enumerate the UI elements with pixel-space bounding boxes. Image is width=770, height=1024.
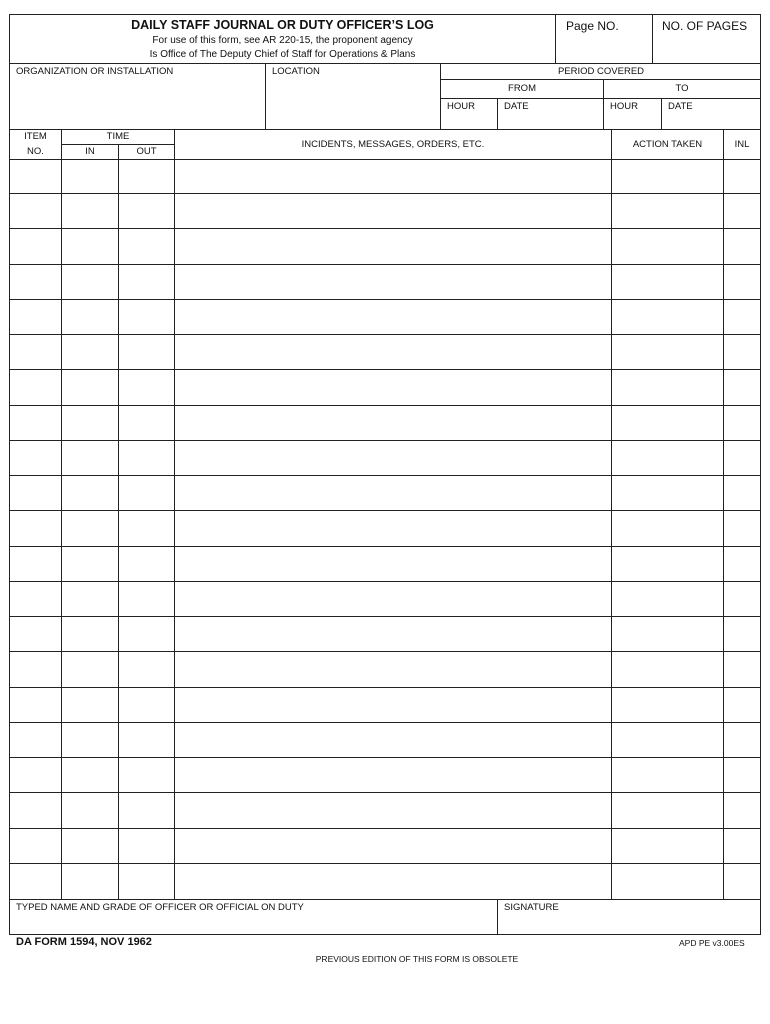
action-taken-cell[interactable] bbox=[612, 370, 723, 405]
time-out-cell[interactable] bbox=[119, 617, 174, 652]
item-number-cell[interactable] bbox=[10, 652, 61, 687]
incident-cell[interactable] bbox=[175, 265, 611, 300]
inl-cell[interactable] bbox=[724, 229, 760, 264]
inl-cell[interactable] bbox=[724, 864, 760, 899]
inl-cell[interactable] bbox=[724, 511, 760, 546]
time-in-cell[interactable] bbox=[62, 688, 118, 723]
incident-cell[interactable] bbox=[175, 547, 611, 582]
item-number-cell[interactable] bbox=[10, 370, 61, 405]
time-in-cell[interactable] bbox=[62, 864, 118, 899]
time-out-cell[interactable] bbox=[119, 511, 174, 546]
time-in-cell[interactable] bbox=[62, 793, 118, 828]
inl-cell[interactable] bbox=[724, 652, 760, 687]
organization-field[interactable] bbox=[10, 64, 265, 129]
action-taken-cell[interactable] bbox=[612, 406, 723, 441]
time-out-cell[interactable] bbox=[119, 829, 174, 864]
form-title: DAILY STAFF JOURNAL OR DUTY OFFICER’S LOG bbox=[131, 18, 434, 32]
time-in-cell[interactable] bbox=[62, 652, 118, 687]
action-taken-cell[interactable] bbox=[612, 547, 723, 582]
action-taken-cell[interactable] bbox=[612, 265, 723, 300]
inl-cell[interactable] bbox=[724, 829, 760, 864]
item-number-cell[interactable] bbox=[10, 547, 61, 582]
time-out-cell[interactable] bbox=[119, 194, 174, 229]
item-number-cell[interactable] bbox=[10, 688, 61, 723]
action-taken-cell[interactable] bbox=[612, 793, 723, 828]
action-taken-cell[interactable] bbox=[612, 511, 723, 546]
inl-cell[interactable] bbox=[724, 159, 760, 194]
time-out-cell[interactable] bbox=[119, 159, 174, 194]
time-in-cell[interactable] bbox=[62, 194, 118, 229]
to-date-label: DATE bbox=[668, 101, 693, 112]
time-out-cell[interactable] bbox=[119, 406, 174, 441]
inl-cell[interactable] bbox=[724, 547, 760, 582]
incident-cell[interactable] bbox=[175, 476, 611, 511]
time-header: TIME bbox=[106, 131, 130, 142]
to-date-field[interactable] bbox=[662, 99, 760, 129]
incident-cell[interactable] bbox=[175, 723, 611, 758]
table-row bbox=[10, 370, 760, 405]
table-row bbox=[10, 194, 760, 229]
signature-label: SIGNATURE bbox=[504, 902, 559, 913]
time-in-cell[interactable] bbox=[62, 511, 118, 546]
time-out-cell[interactable] bbox=[119, 758, 174, 793]
time-out-cell[interactable] bbox=[119, 229, 174, 264]
inl-header: INL bbox=[734, 139, 750, 150]
time-out-cell[interactable] bbox=[119, 335, 174, 370]
time-out-cell[interactable] bbox=[119, 547, 174, 582]
time-in-cell[interactable] bbox=[62, 617, 118, 652]
action-taken-cell[interactable] bbox=[612, 582, 723, 617]
table-row bbox=[10, 758, 760, 793]
item-number-cell[interactable] bbox=[10, 406, 61, 441]
incident-cell[interactable] bbox=[175, 617, 611, 652]
signature-field[interactable] bbox=[498, 900, 760, 935]
item-number-cell[interactable] bbox=[10, 194, 61, 229]
time-out-cell[interactable] bbox=[119, 652, 174, 687]
action-taken-cell[interactable] bbox=[612, 723, 723, 758]
time-out-cell[interactable] bbox=[119, 476, 174, 511]
incident-cell[interactable] bbox=[175, 793, 611, 828]
inl-cell[interactable] bbox=[724, 406, 760, 441]
action-taken-cell[interactable] bbox=[612, 758, 723, 793]
table-row bbox=[10, 723, 760, 758]
inl-cell[interactable] bbox=[724, 758, 760, 793]
time-out-cell[interactable] bbox=[119, 688, 174, 723]
item-number-cell[interactable] bbox=[10, 476, 61, 511]
item-number-cell[interactable] bbox=[10, 300, 61, 335]
period-covered-label: PERIOD COVERED bbox=[557, 66, 645, 77]
table-row bbox=[10, 511, 760, 546]
to-hour-field[interactable] bbox=[604, 99, 661, 129]
inl-cell[interactable] bbox=[724, 194, 760, 229]
time-in-cell[interactable] bbox=[62, 723, 118, 758]
location-label: LOCATION bbox=[272, 66, 320, 77]
incident-cell[interactable] bbox=[175, 829, 611, 864]
form-subtitle-line1: For use of this form, see AR 220-15, the proponent agency bbox=[152, 35, 413, 46]
item-number-cell[interactable] bbox=[10, 441, 61, 476]
time-in-header: IN bbox=[85, 146, 95, 157]
table-row bbox=[10, 652, 760, 687]
time-out-cell[interactable] bbox=[119, 723, 174, 758]
item-number-cell[interactable] bbox=[10, 793, 61, 828]
table-row bbox=[10, 406, 760, 441]
item-number-cell[interactable] bbox=[10, 617, 61, 652]
action-taken-cell[interactable] bbox=[612, 300, 723, 335]
period-from-label: FROM bbox=[508, 83, 536, 94]
action-taken-cell[interactable] bbox=[612, 688, 723, 723]
table-row bbox=[10, 617, 760, 652]
table-row bbox=[10, 335, 760, 370]
officer-name-grade-label: TYPED NAME AND GRADE OF OFFICER OR OFFICIAL ON DUTY bbox=[16, 902, 304, 913]
item-number-cell[interactable] bbox=[10, 511, 61, 546]
form-version: APD PE v3.00ES bbox=[679, 938, 745, 948]
table-row bbox=[10, 300, 760, 335]
journal-table-body bbox=[10, 159, 760, 899]
time-out-cell[interactable] bbox=[119, 793, 174, 828]
obsolete-notice: PREVIOUS EDITION OF THIS FORM IS OBSOLETE bbox=[315, 954, 519, 964]
action-taken-cell[interactable] bbox=[612, 159, 723, 194]
inl-cell[interactable] bbox=[724, 688, 760, 723]
time-in-cell[interactable] bbox=[62, 476, 118, 511]
incident-cell[interactable] bbox=[175, 335, 611, 370]
organization-label: ORGANIZATION OR INSTALLATION bbox=[16, 66, 174, 77]
action-taken-cell[interactable] bbox=[612, 441, 723, 476]
incident-cell[interactable] bbox=[175, 194, 611, 229]
time-in-cell[interactable] bbox=[62, 265, 118, 300]
inl-cell[interactable] bbox=[724, 335, 760, 370]
time-out-cell[interactable] bbox=[119, 864, 174, 899]
page-number-label: Page NO. bbox=[566, 19, 619, 33]
time-out-cell[interactable] bbox=[119, 441, 174, 476]
incident-cell[interactable] bbox=[175, 300, 611, 335]
staff-journal-form bbox=[9, 14, 761, 935]
inl-cell[interactable] bbox=[724, 441, 760, 476]
incident-cell[interactable] bbox=[175, 406, 611, 441]
table-row bbox=[10, 864, 760, 899]
time-out-cell[interactable] bbox=[119, 582, 174, 617]
table-row bbox=[10, 159, 760, 194]
form-identifier: DA FORM 1594, NOV 1962 bbox=[16, 936, 152, 948]
inl-cell[interactable] bbox=[724, 582, 760, 617]
action-taken-cell[interactable] bbox=[612, 617, 723, 652]
inl-cell[interactable] bbox=[724, 370, 760, 405]
action-taken-header: ACTION TAKEN bbox=[632, 139, 703, 150]
time-in-cell[interactable] bbox=[62, 582, 118, 617]
table-row bbox=[10, 441, 760, 476]
inl-cell[interactable] bbox=[724, 265, 760, 300]
item-number-cell[interactable] bbox=[10, 335, 61, 370]
item-number-cell[interactable] bbox=[10, 582, 61, 617]
incident-cell[interactable] bbox=[175, 652, 611, 687]
table-row bbox=[10, 582, 760, 617]
incident-cell[interactable] bbox=[175, 370, 611, 405]
table-row bbox=[10, 829, 760, 864]
action-taken-cell[interactable] bbox=[612, 864, 723, 899]
incident-cell[interactable] bbox=[175, 864, 611, 899]
time-out-cell[interactable] bbox=[119, 265, 174, 300]
item-number-cell[interactable] bbox=[10, 864, 61, 899]
item-header-line1: ITEM bbox=[24, 131, 47, 142]
time-out-cell[interactable] bbox=[119, 300, 174, 335]
action-taken-cell[interactable] bbox=[612, 829, 723, 864]
time-out-header: OUT bbox=[136, 146, 157, 157]
incident-cell[interactable] bbox=[175, 688, 611, 723]
table-row bbox=[10, 547, 760, 582]
inl-cell[interactable] bbox=[724, 723, 760, 758]
table-row bbox=[10, 793, 760, 828]
item-number-cell[interactable] bbox=[10, 723, 61, 758]
table-row bbox=[10, 265, 760, 300]
location-field[interactable] bbox=[266, 64, 440, 129]
action-taken-cell[interactable] bbox=[612, 194, 723, 229]
number-of-pages-field[interactable] bbox=[653, 15, 761, 63]
incident-cell[interactable] bbox=[175, 582, 611, 617]
number-of-pages-label: NO. OF PAGES bbox=[662, 19, 748, 33]
time-in-cell[interactable] bbox=[62, 547, 118, 582]
time-out-cell[interactable] bbox=[119, 370, 174, 405]
time-in-cell[interactable] bbox=[62, 159, 118, 194]
page-number-field[interactable] bbox=[556, 15, 652, 63]
period-to-label: TO bbox=[675, 83, 689, 94]
table-row bbox=[10, 688, 760, 723]
time-in-cell[interactable] bbox=[62, 335, 118, 370]
time-in-cell[interactable] bbox=[62, 829, 118, 864]
incident-cell[interactable] bbox=[175, 159, 611, 194]
action-taken-cell[interactable] bbox=[612, 229, 723, 264]
item-number-cell[interactable] bbox=[10, 265, 61, 300]
time-in-cell[interactable] bbox=[62, 370, 118, 405]
time-in-cell[interactable] bbox=[62, 758, 118, 793]
inl-cell[interactable] bbox=[724, 300, 760, 335]
item-number-cell[interactable] bbox=[10, 829, 61, 864]
from-hour-label: HOUR bbox=[447, 101, 475, 112]
inl-cell[interactable] bbox=[724, 793, 760, 828]
from-date-field[interactable] bbox=[498, 99, 603, 129]
incident-cell[interactable] bbox=[175, 229, 611, 264]
action-taken-cell[interactable] bbox=[612, 652, 723, 687]
action-taken-cell[interactable] bbox=[612, 335, 723, 370]
officer-name-grade-field[interactable] bbox=[10, 900, 497, 935]
form-subtitle-line2: Is Office of The Deputy Chief of Staff for Operations & Plans bbox=[149, 49, 416, 60]
inl-cell[interactable] bbox=[724, 617, 760, 652]
table-row bbox=[10, 229, 760, 264]
from-date-label: DATE bbox=[504, 101, 529, 112]
time-in-cell[interactable] bbox=[62, 441, 118, 476]
table-row bbox=[10, 476, 760, 511]
incidents-header: INCIDENTS, MESSAGES, ORDERS, ETC. bbox=[301, 139, 485, 150]
to-hour-label: HOUR bbox=[610, 101, 638, 112]
from-hour-field[interactable] bbox=[441, 99, 497, 129]
incident-cell[interactable] bbox=[175, 758, 611, 793]
incident-cell[interactable] bbox=[175, 511, 611, 546]
item-number-cell[interactable] bbox=[10, 229, 61, 264]
item-number-cell[interactable] bbox=[10, 159, 61, 194]
time-in-cell[interactable] bbox=[62, 406, 118, 441]
time-in-cell[interactable] bbox=[62, 300, 118, 335]
item-header-line2: NO. bbox=[27, 146, 44, 157]
action-taken-cell[interactable] bbox=[612, 476, 723, 511]
item-number-cell[interactable] bbox=[10, 758, 61, 793]
incident-cell[interactable] bbox=[175, 441, 611, 476]
time-in-cell[interactable] bbox=[62, 229, 118, 264]
inl-cell[interactable] bbox=[724, 476, 760, 511]
